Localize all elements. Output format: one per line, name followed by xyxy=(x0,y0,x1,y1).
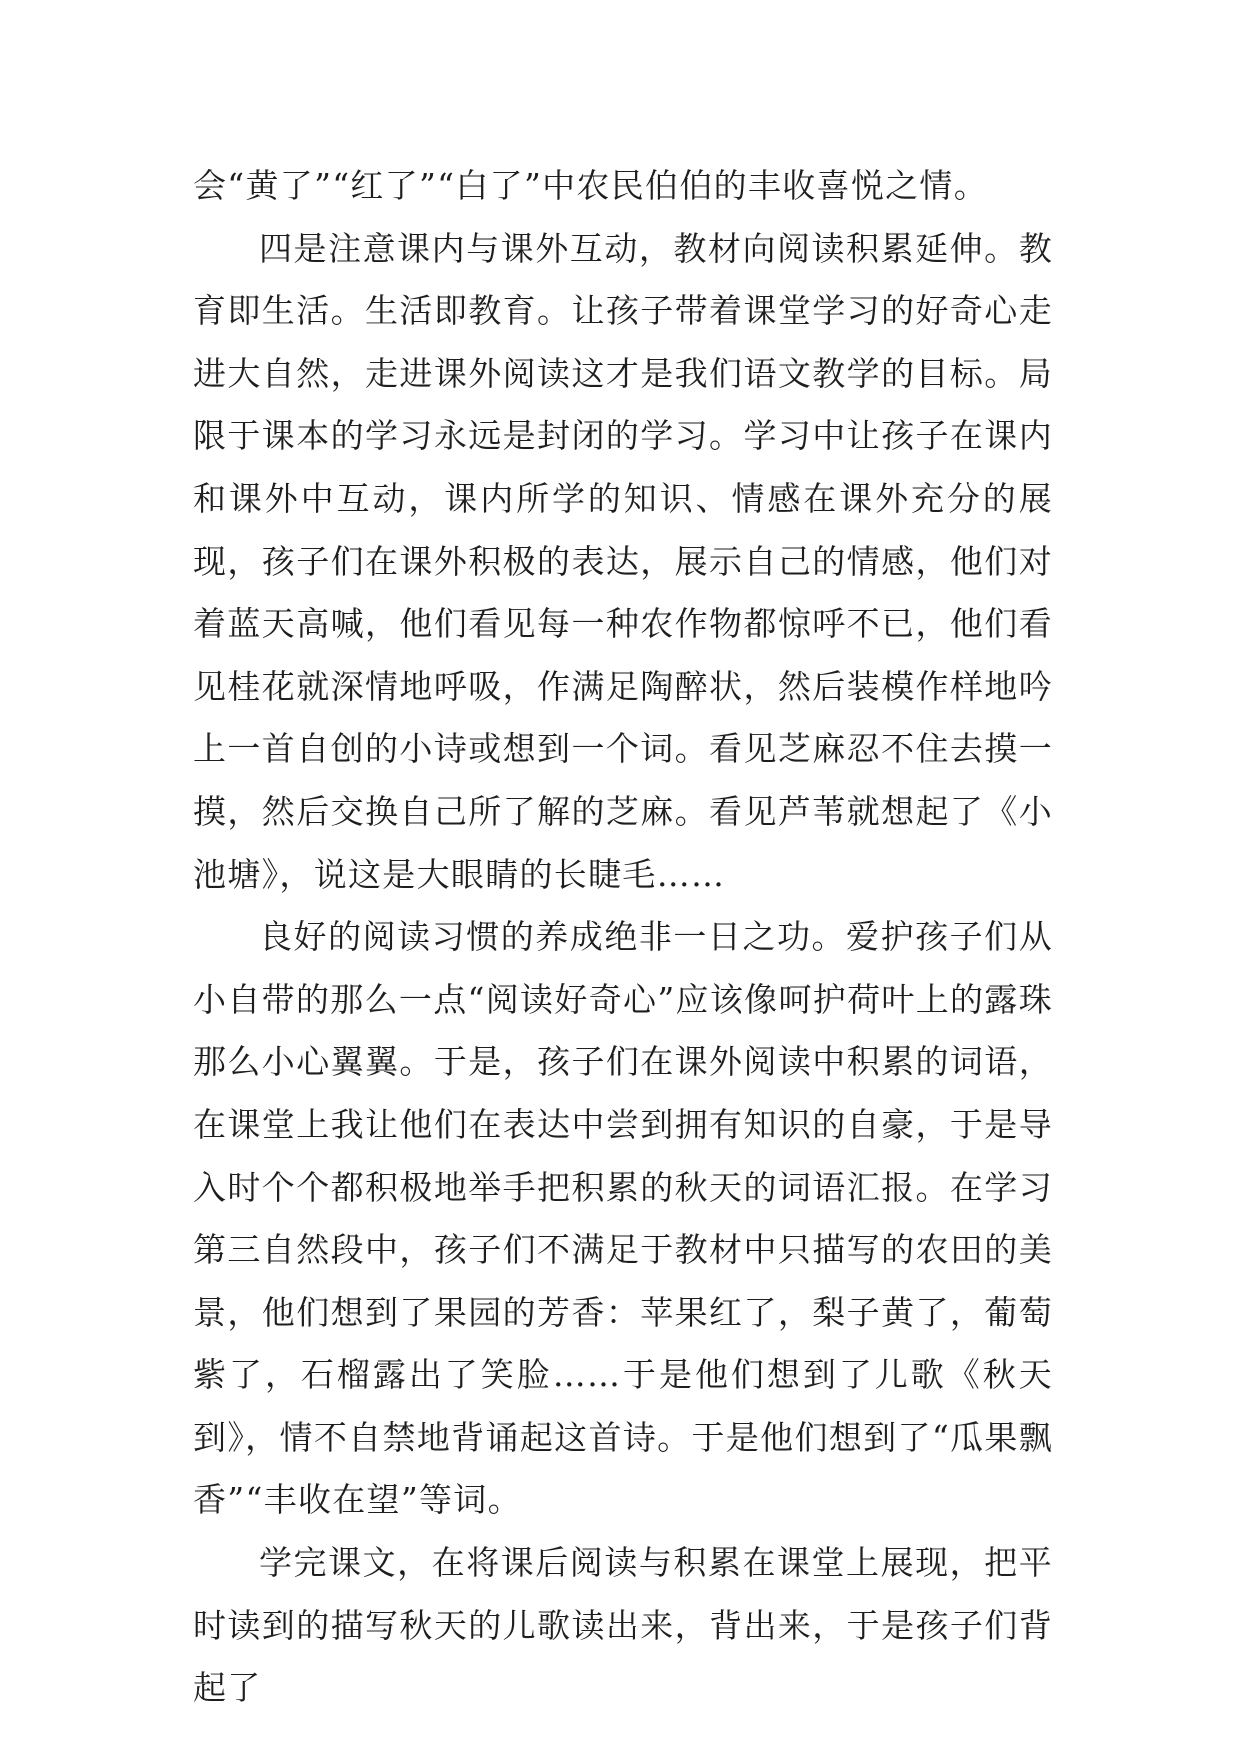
paragraph-after-lesson: 学完课文，在将课后阅读与积累在课堂上展现，把平时读到的描写秋天的儿歌读出来，背出来，于是孩子们背起了 xyxy=(193,1543,1053,1708)
paragraph-continuation: 会“黄了”“红了”“白了”中农民伯伯的丰收喜悦之情。 xyxy=(193,166,989,205)
paragraph-interaction: 四是注意课内与课外互动，教材向阅读积累延伸。教育即生活。生活即教育。让孩子带着课堂学习的好奇心走进大自然，走进课外阅读这才是我们语文教学的目标。局限于课本的学习永远是封闭的学习。学习中让孩子在课内和课外中互动，课内所学的知识、情感在课外充分的展现，孩子们在课外积极的表达，展示自己的情感，他们对着蓝天高喊，他们看见每一种农作物都惊呼不已，他们看见桂花就深情地呼吸，作满足陶醉状，然后装模作样地吟上一首自创的小诗或想到一个词。看见芝麻忍不住去摸一摸，然后交换自己所了解的芝麻。看见芦苇就想起了《小池塘》，说这是大眼睛的长睫毛…… xyxy=(193,228,1053,894)
paragraph-reading-habits: 良好的阅读习惯的养成绝非一日之功。爱护孩子们从小自带的那么一点“阅读好奇心”应该像呵护荷叶上的露珠那么小心翼翼。于是，孩子们在课外阅读中积累的词语，在课堂上我让他们在表达中尝到拥有知识的自豪，于是导入时个个都积极地举手把积累的秋天的词语汇报。在学习第三自然段中，孩子们不满足于教材中只描写的农田的美景，他们想到了果园的芳香：苹果红了，梨子黄了，葡萄紫了，石榴露出了笑脸……于是他们想到了儿歌《秋天到》，情不自禁地背诵起这首诗。于是他们想到了“瓜果飘香”“丰收在望”等词。 xyxy=(193,917,1053,1520)
body-text xyxy=(193,155,1053,1720)
